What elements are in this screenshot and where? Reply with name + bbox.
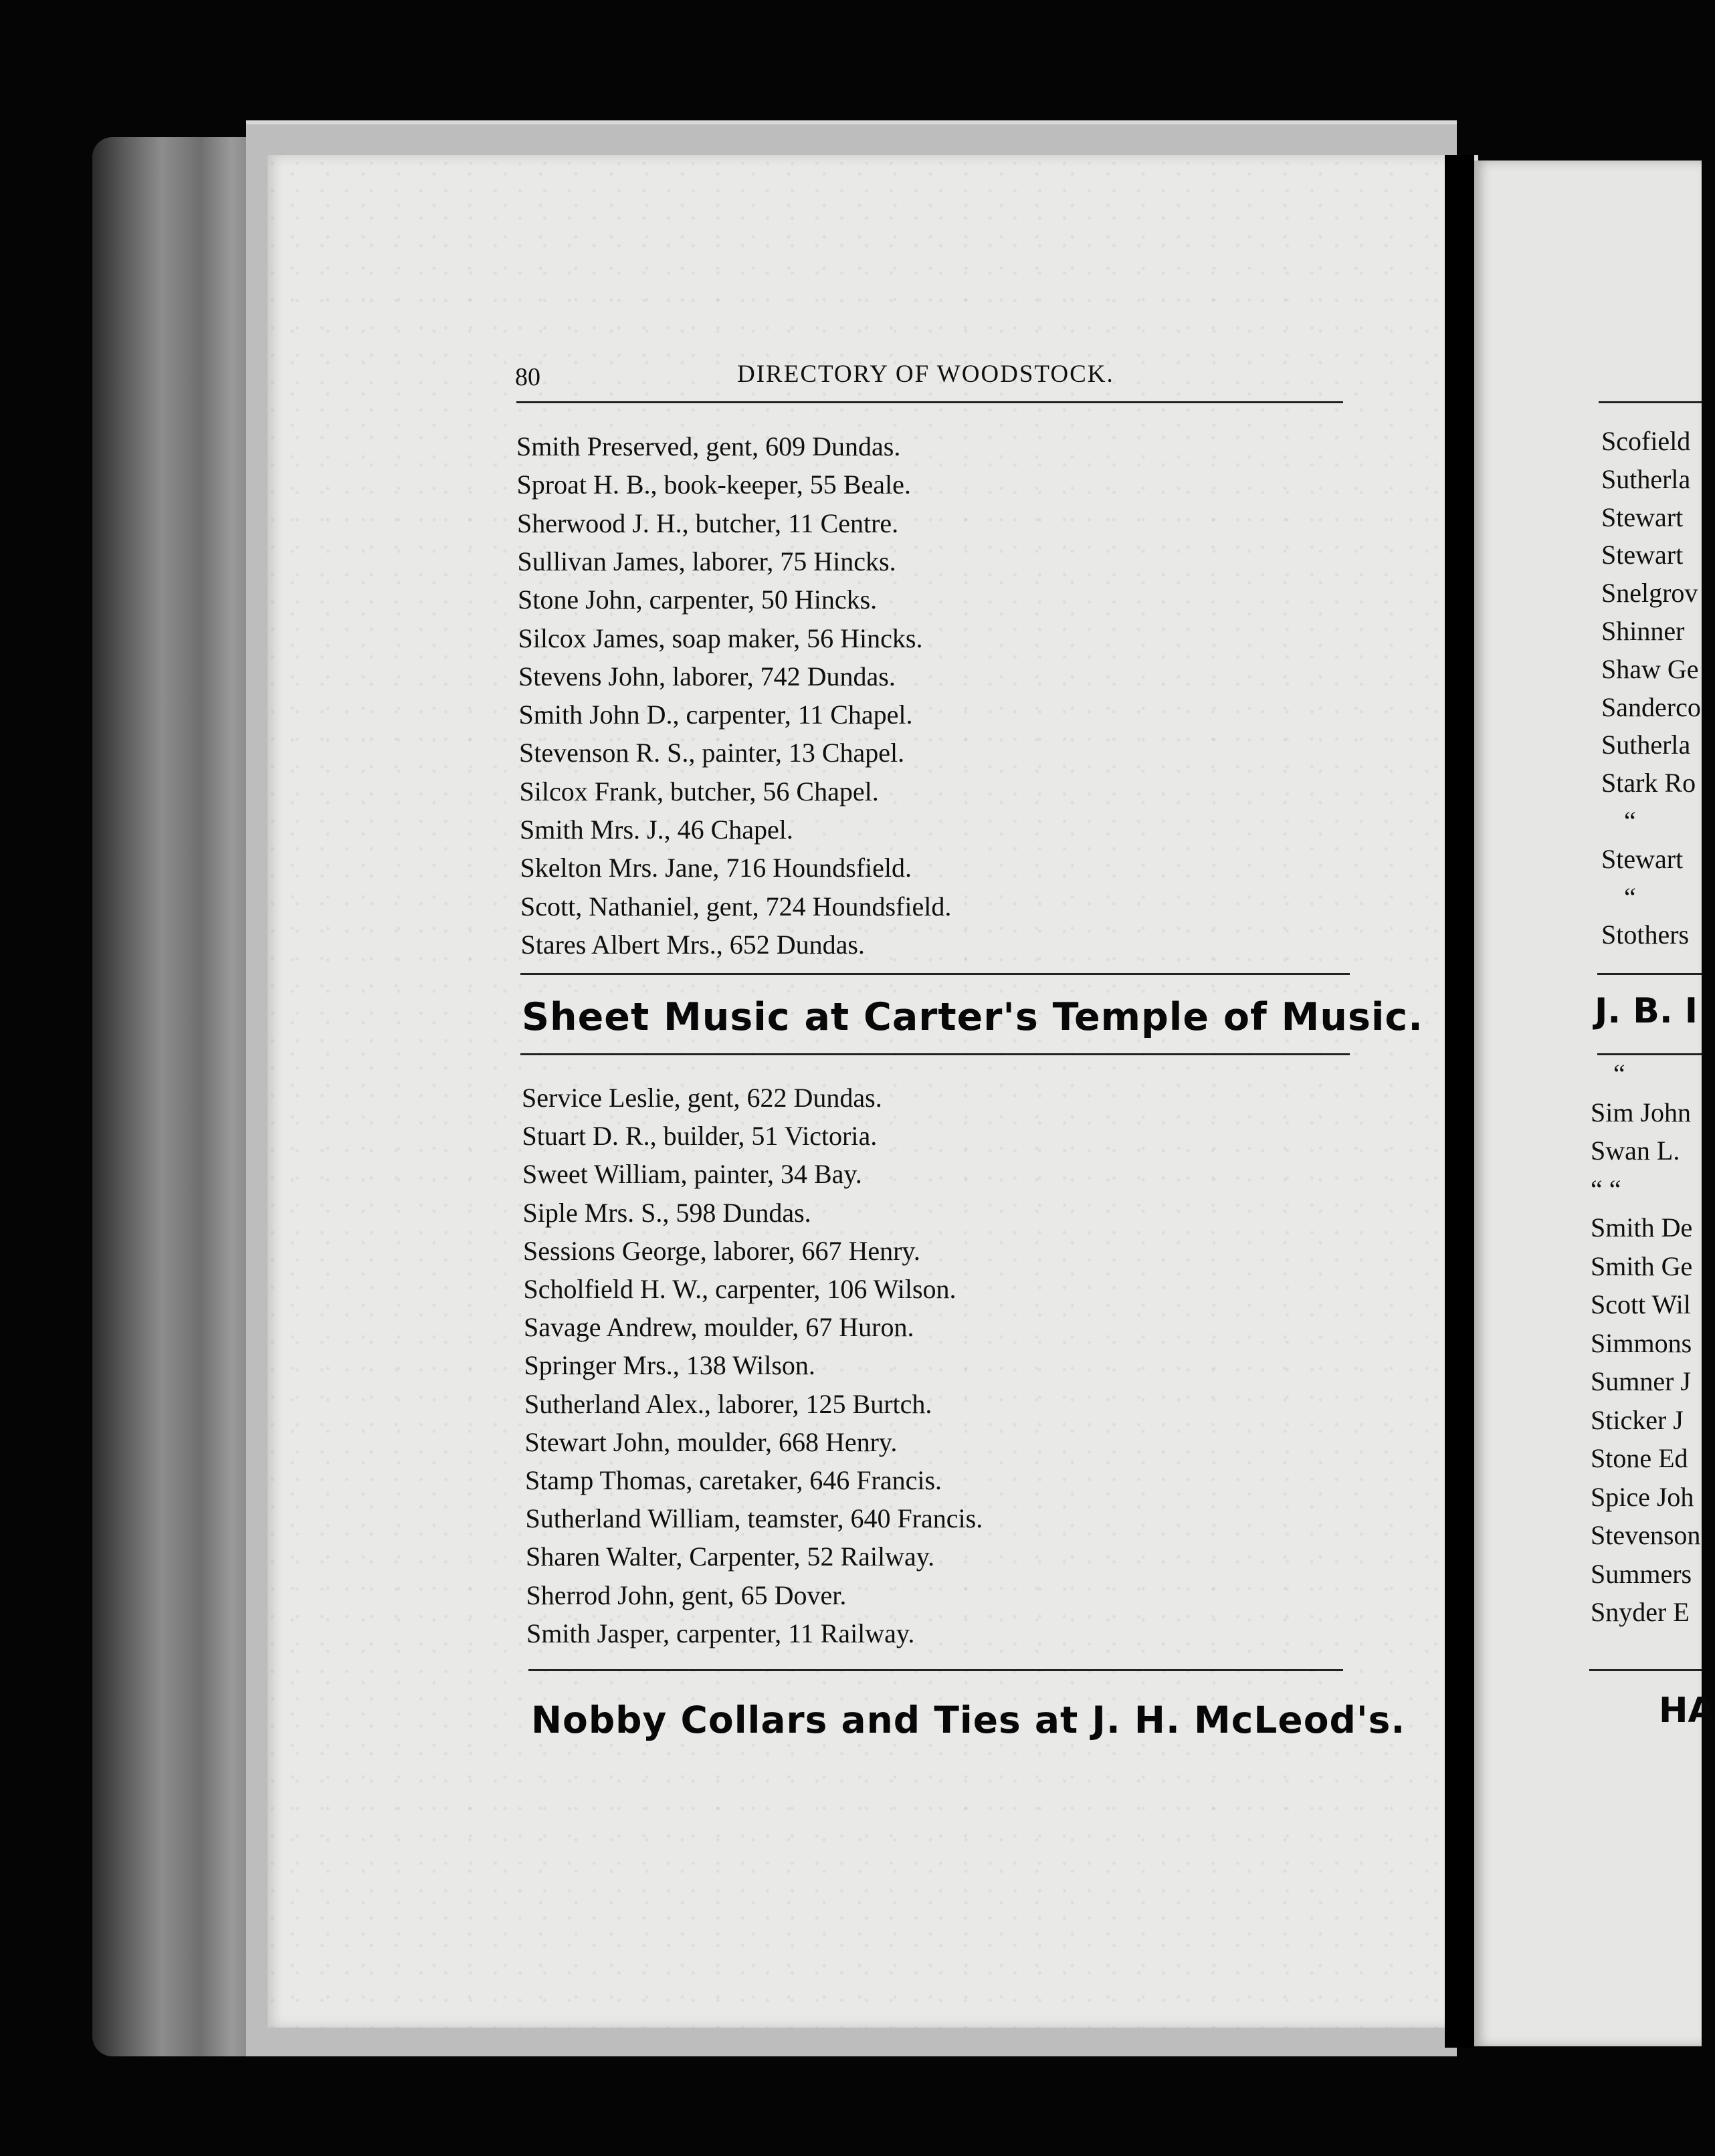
right-page-entry: Stevenson [1591,1520,1701,1550]
directory-entry: Scholfield H. W., carpenter, 106 Wilson. [523,1274,956,1304]
right-page-entry: Scott Wil [1591,1289,1691,1319]
directory-entry: Scott, Nathaniel, gent, 724 Houndsfield. [520,891,952,922]
right-page-advertisement: J. B. I [1595,991,1698,1031]
right-page-advertisement-bottom: HA [1659,1691,1715,1731]
ad1-top-rule [520,973,1350,975]
running-title: DIRECTORY OF WOODSTOCK. [737,360,1114,388]
directory-entry: Service Leslie, gent, 622 Dundas. [522,1083,882,1113]
right-header-rule [1599,401,1702,403]
right-page-entry: Stewart [1601,502,1684,532]
right-ad-top-rule [1597,973,1702,975]
right-page-entry: Sutherla [1601,730,1691,760]
directory-entry: Stuart D. R., builder, 51 Victoria. [522,1121,878,1152]
right-page-entry: Simmons [1591,1327,1692,1358]
right-page-entry: Sanderco [1601,691,1701,722]
directory-entry: Silcox James, soap maker, 56 Hincks. [518,623,923,653]
directory-entry: Sessions George, laborer, 667 Henry. [523,1235,920,1266]
directory-entry: Stewart John, moulder, 668 Henry. [524,1426,898,1457]
right-page-entry: “ [1624,806,1636,836]
right-page-entry: Smith De [1591,1212,1693,1243]
right-page-entry: Sim John [1591,1097,1692,1127]
right-page-entry: Shaw Ge [1601,653,1699,684]
right-page-entry: Shinner [1601,616,1685,646]
directory-entry: Smith Mrs. J., 46 Chapel. [520,815,793,845]
directory-entry: Sharen Walter, Carpenter, 52 Railway. [526,1541,935,1572]
directory-entry: Smith Jasper, carpenter, 11 Railway. [526,1618,915,1648]
directory-entry: Stamp Thomas, caretaker, 646 Francis. [525,1465,942,1495]
directory-entry: Sherwood J. H., butcher, 11 Centre. [517,508,899,538]
directory-entry: Sweet William, painter, 34 Bay. [522,1159,862,1190]
directory-entry: Stevenson R. S., painter, 13 Chapel. [519,738,905,768]
right-page-entry: “ [1613,1059,1625,1089]
directory-entry: Savage Andrew, moulder, 67 Huron. [524,1312,914,1343]
directory-entry: Stares Albert Mrs., 652 Dundas. [520,929,865,960]
directory-entry: Springer Mrs., 138 Wilson. [524,1350,815,1381]
page-header [515,353,1344,393]
right-page-entry: Sticker J [1591,1404,1684,1435]
right-ad-bottom-rule [1597,1053,1702,1055]
book-edge [92,137,266,2056]
right-page-entry: Stothers [1601,920,1690,950]
directory-entry: Skelton Mrs. Jane, 716 Houndsfield. [520,853,912,883]
page-number: 80 [515,363,540,391]
right-page-entry: Sutherla [1601,463,1691,494]
ad2-top-rule [528,1669,1343,1671]
right-page-entry: Summers [1591,1558,1692,1589]
advertisement-sheet-music: Sheet Music at Carter's Temple of Music. [522,995,1423,1039]
bottom-background [0,2056,1702,2156]
directory-entry: Sutherland Alex., laborer, 125 Burtch. [524,1388,932,1419]
right-page-entry: Snelgrov [1601,578,1698,609]
right-page-entry: Sumner J [1591,1366,1691,1396]
directory-entry: Stevens John, laborer, 742 Dundas. [518,661,896,691]
directory-entry: Smith Preserved, gent, 609 Dundas. [516,431,901,461]
directory-entry: Siple Mrs. S., 598 Dundas. [522,1197,811,1228]
ad1-bottom-rule [520,1053,1350,1055]
right-page-entry: Snyder E [1591,1597,1690,1627]
right-page-entry: Stark Ro [1601,768,1696,798]
right-page-entry: Stewart [1601,843,1684,874]
directory-entry: Smith John D., carpenter, 11 Chapel. [518,699,913,730]
directory-entry: Silcox Frank, butcher, 56 Chapel. [519,776,879,806]
right-page-entry: “ “ [1591,1174,1621,1204]
directory-entry: Sullivan James, laborer, 75 Hincks. [517,546,896,576]
right-page-entry: Scofield [1601,426,1691,456]
right-page-entry: Swan L. [1591,1136,1680,1166]
directory-entry: Sherrod John, gent, 65 Dover. [526,1580,847,1610]
right-page-entry: Smith Ge [1591,1251,1693,1281]
directory-entry: Sutherland William, teamster, 640 Francis. [525,1503,983,1534]
right-page-entry: Stewart [1601,540,1684,570]
advertisement-collars-ties: Nobby Collars and Ties at J. H. McLeod's. [531,1699,1406,1741]
right-page-entry: Stone Ed [1591,1443,1688,1473]
directory-entry: Stone John, carpenter, 50 Hincks. [518,584,878,615]
right-bottom-rule [1589,1669,1702,1671]
book-gutter [1445,155,1474,2048]
header-rule [516,401,1343,403]
right-page-entry: Spice Joh [1591,1481,1694,1512]
directory-entry: Sproat H. B., book-keeper, 55 Beale. [516,469,911,500]
right-page-entry: “ [1624,881,1636,912]
